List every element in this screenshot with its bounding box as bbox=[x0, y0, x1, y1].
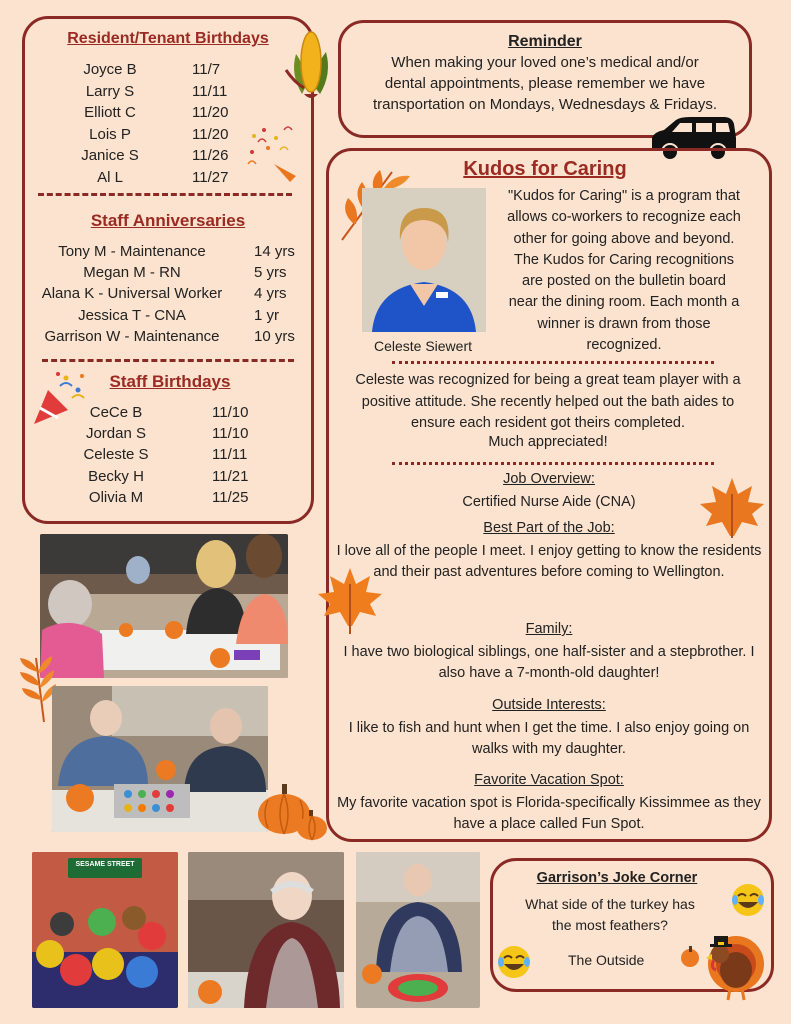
birthday-date: 11/26 bbox=[192, 147, 229, 164]
birthday-name: Larry S bbox=[85, 82, 135, 100]
joke-title: Garrison’s Joke Corner bbox=[536, 870, 698, 886]
staff-birthday-name: Celeste S bbox=[83, 446, 149, 464]
staff-birthday-date: 11/11 bbox=[212, 446, 248, 464]
joke-question: What side of the turkey has the most feathers? bbox=[525, 896, 695, 933]
birthdays-title: Resident/Tenant Birthdays bbox=[67, 30, 269, 47]
appreciation-text: Much appreciated! bbox=[488, 434, 608, 450]
pumpkin-painting-photo bbox=[40, 534, 288, 678]
anniversary-name: Megan M - RN bbox=[83, 264, 181, 282]
laughing-emoji-icon bbox=[496, 944, 532, 980]
sesame-sign: SESAME STREET bbox=[75, 861, 135, 868]
sesame-pumpkins-photo bbox=[32, 852, 178, 1008]
pumpkins-icon bbox=[254, 782, 328, 842]
birthday-date: 11/27 bbox=[192, 168, 229, 186]
anniversary-years: 10 yrs bbox=[254, 327, 295, 345]
staff-birthday-date: 11/21 bbox=[212, 467, 249, 485]
divider bbox=[392, 361, 714, 364]
divider bbox=[392, 462, 714, 465]
celeste-photo bbox=[362, 188, 486, 332]
staff-birthday-name: Jordan S bbox=[85, 425, 147, 443]
corn-icon bbox=[282, 24, 338, 104]
birthday-name: Elliott C bbox=[84, 104, 136, 121]
section-text: I have two biological siblings, one half-sister and a stepbrother. I also have a 7-month-old daughter! bbox=[343, 644, 755, 681]
resident-painting-photo bbox=[188, 852, 344, 1008]
anniversary-years: 5 yrs bbox=[254, 264, 287, 282]
section-heading: Job Overview: bbox=[503, 471, 595, 487]
anniversary-name: Alana K - Universal Worker bbox=[41, 285, 223, 303]
staff-birthdays-title: Staff Birthdays bbox=[109, 372, 231, 391]
party-popper-icon bbox=[30, 368, 90, 428]
section-text: I like to fish and hunt when I get the time. I also enjoy going on walks with my daughter. bbox=[348, 720, 750, 757]
birthday-name: Lois P bbox=[89, 125, 131, 143]
birthday-name: Joyce B bbox=[83, 61, 137, 78]
kudos-title: Kudos for Caring bbox=[463, 158, 627, 180]
section-text: I love all of the people I meet. I enjoy getting to know the residents and their past adventures before coming to Wellington. bbox=[336, 543, 762, 580]
turkey-icon bbox=[680, 924, 770, 1002]
joke-answer: The Outside bbox=[568, 952, 645, 968]
recognition-text: Celeste was recognized for being a great team player with a positive attitude. She recently helped out the bath aides to ensure each resident got theirs completed. bbox=[355, 372, 741, 431]
staff-birthday-date: 11/10 bbox=[212, 404, 249, 421]
staff-birthday-name: Becky H bbox=[88, 467, 144, 485]
staff-birthday-name: CeCe B bbox=[89, 404, 143, 421]
reminder-line-1: When making your loved one’s medical and/or bbox=[391, 54, 699, 71]
anniversary-years: 1 yr bbox=[254, 306, 280, 324]
confetti-icon bbox=[244, 124, 302, 184]
photo-caption: Celeste Siewert bbox=[373, 338, 473, 354]
residents-painting-photo bbox=[52, 686, 268, 832]
divider bbox=[42, 359, 294, 362]
reminder-line-2: dental appointments, please remember we have bbox=[384, 75, 706, 92]
birthday-date: 11/7 bbox=[192, 61, 221, 78]
anniversary-years: 4 yrs bbox=[254, 285, 287, 303]
section-text: My favorite vacation spot is Florida-specifically Kissimmee as they have a place called Fun Spot. bbox=[337, 795, 761, 832]
section-heading: Family: bbox=[525, 621, 573, 637]
staff-birthday-date: 11/10 bbox=[212, 425, 249, 443]
section-heading: Best Part of the Job: bbox=[483, 520, 615, 536]
anniversary-name: Tony M - Maintenance bbox=[58, 243, 206, 260]
anniversary-name: Jessica T - CNA bbox=[78, 306, 186, 324]
anniversary-name: Garrison W - Maintenance bbox=[44, 327, 220, 345]
anniversaries-title: Staff Anniversaries bbox=[90, 211, 246, 230]
staff-birthday-date: 11/25 bbox=[212, 488, 249, 506]
kudos-intro: "Kudos for Caring" is a program that allows co-workers to recognize each other for going above and beyond. The Kudos for Caring recognitions are posted on the bulletin board near the dining room. Each month a winner is drawn from those recognized. bbox=[507, 188, 741, 354]
painting-photo bbox=[356, 852, 480, 1008]
birthday-date: 11/20 bbox=[192, 104, 229, 121]
staff-birthday-name: Olivia M bbox=[88, 488, 144, 506]
anniversary-years: 14 yrs bbox=[254, 243, 295, 260]
birthday-name: Al L bbox=[97, 168, 123, 186]
birthday-date: 11/20 bbox=[192, 125, 229, 143]
birthday-name: Janice S bbox=[81, 147, 139, 164]
section-heading: Favorite Vacation Spot: bbox=[474, 772, 624, 788]
leaf-icon bbox=[16, 652, 56, 724]
birthday-date: 11/11 bbox=[192, 82, 228, 100]
section-heading: Outside Interests: bbox=[492, 697, 606, 713]
section-text: Certified Nurse Aide (CNA) bbox=[462, 494, 636, 510]
divider bbox=[38, 193, 292, 196]
maple-leaf-icon bbox=[696, 474, 768, 540]
maple-leaf-icon bbox=[314, 564, 386, 636]
reminder-title: Reminder bbox=[508, 33, 582, 50]
laughing-emoji-icon bbox=[730, 882, 766, 918]
reminder-line-3: transportation on Mondays, Wednesdays & Fridays. bbox=[372, 96, 718, 113]
